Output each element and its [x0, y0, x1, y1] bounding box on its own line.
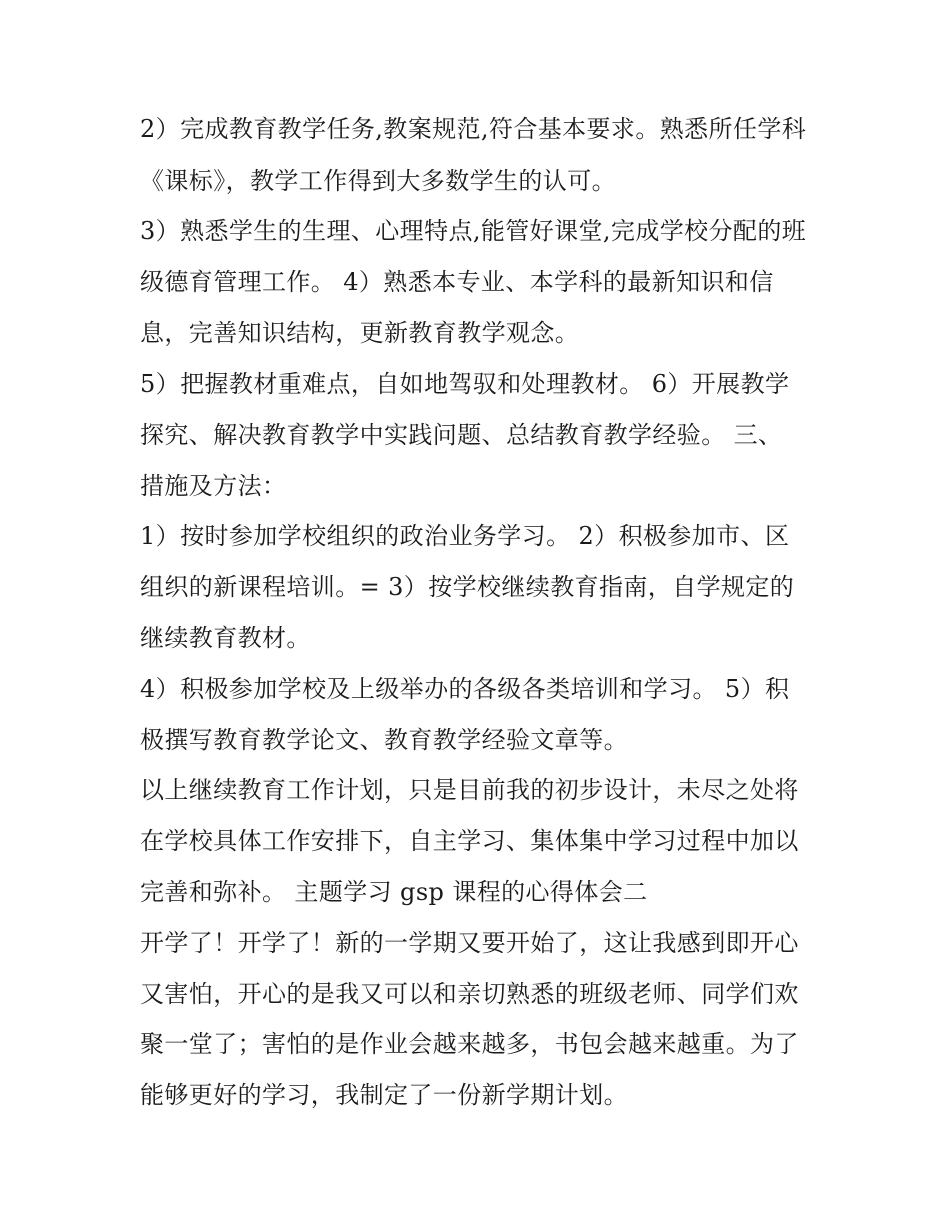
text-line: 在学校具体工作安排下，自主学习、集体集中学习过程中加以	[140, 827, 799, 855]
text-line: 2）完成教育教学任务,教案规范,符合基本要求。熟悉所任学科	[140, 115, 807, 143]
text-line: 探究、解决教育教学中实践问题、总结教育教学经验。 三、	[140, 421, 783, 449]
text-line: 以上继续教育工作计划，只是目前我的初步设计，未尽之处将	[140, 776, 799, 804]
text-line: 又害怕，开心的是我又可以和亲切熟悉的班级老师、同学们欢	[140, 980, 799, 1008]
text-line: 1）按时参加学校组织的政治业务学习。 2）积极参加市、区	[140, 522, 790, 550]
text-line: 3）熟悉学生的生理、心理特点,能管好课堂,完成学校分配的班	[140, 217, 807, 245]
text-line: 继续教育教材。	[140, 624, 311, 652]
text-line: 5）把握教材重难点，自如地驾驭和处理教材。 6）开展教学	[140, 370, 790, 398]
text-line: 级德育管理工作。 4）熟悉本专业、本学科的最新知识和信	[140, 268, 774, 296]
text-line: 极撰写教育教学论文、教育教学经验文章等。	[140, 726, 628, 754]
text-line: 能够更好的学习，我制定了一份新学期计划。	[140, 1081, 628, 1109]
text-line: 组织的新课程培训。= 3）按学校继续教育指南，自学规定的	[140, 573, 795, 601]
text-line: 《课标》，教学工作得到大多数学生的认可。	[140, 167, 616, 195]
text-line: 4）积极参加学校及上级举办的各级各类培训和学习。 5）积	[140, 675, 790, 703]
text-line: 聚一堂了；害怕的是作业会越来越多，书包会越来越重。为了	[140, 1030, 799, 1058]
text-line: 开学了！开学了！新的一学期又要开始了，这让我感到即开心	[140, 929, 799, 957]
text-line: 息，完善知识结构，更新教育教学观念。	[140, 319, 580, 347]
text-line: 完善和弥补。 主题学习 gsp 课程的心得体会二	[140, 878, 648, 906]
text-line: 措施及方法：	[140, 472, 287, 500]
